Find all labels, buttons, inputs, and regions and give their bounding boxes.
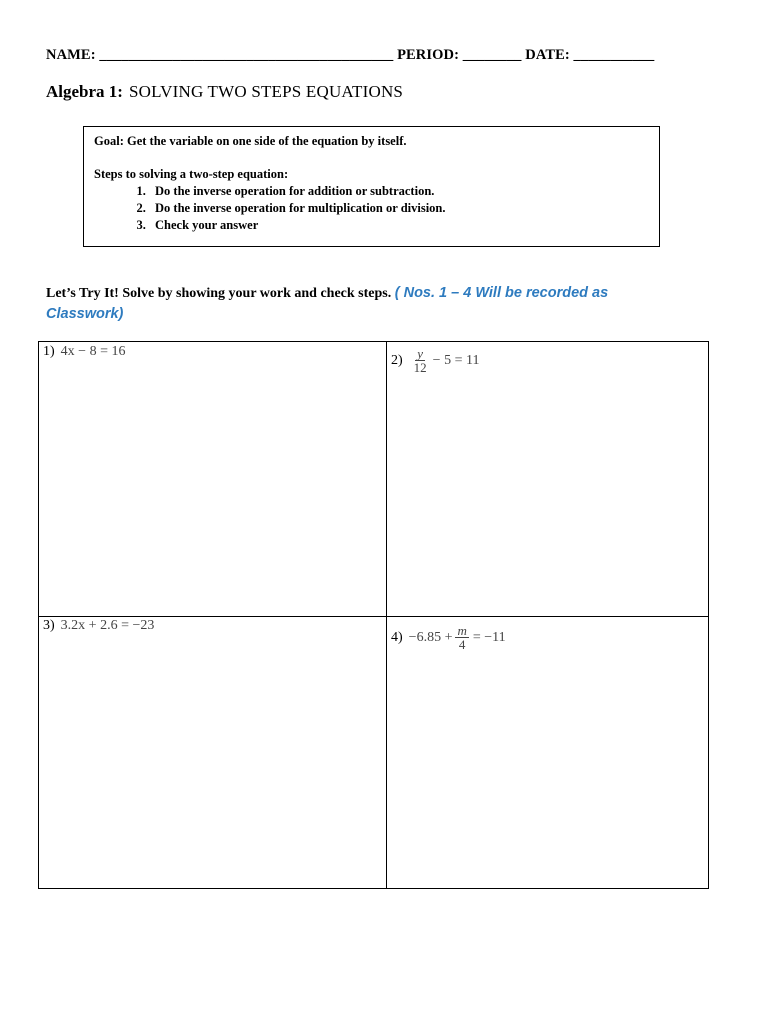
problem-2 — [391, 347, 479, 374]
steps-heading: Steps to solving a two-step equation: — [94, 167, 289, 181]
equation-rest: − 5 = 11 — [432, 352, 480, 368]
page-title — [46, 82, 403, 102]
course-name: Algebra 1: — [46, 82, 123, 101]
grid-divider-vertical — [386, 342, 387, 888]
steps-list — [94, 183, 649, 234]
fraction — [412, 347, 429, 374]
problem-number: 3) — [43, 618, 55, 633]
step-item: 1. Do the inverse operation for addition or subtraction. — [149, 183, 649, 200]
goal-text: Goal: Get the variable on one side of the equation by itself. — [94, 134, 407, 148]
problem-equation — [409, 347, 480, 374]
instructions — [46, 283, 686, 325]
fraction — [455, 624, 468, 651]
goal-box — [83, 126, 660, 247]
equation-rest: = −11 — [472, 629, 506, 645]
grid-divider-horizontal — [39, 616, 708, 617]
problem-grid — [38, 341, 709, 889]
problem-4 — [391, 624, 506, 651]
fraction-numerator: y — [417, 346, 424, 361]
instruction-text: Let’s Try It! Solve by showing your work and check steps. — [46, 286, 392, 301]
topic-name: SOLVING TWO STEPS EQUATIONS — [128, 82, 404, 101]
problem-number: 4) — [391, 629, 403, 645]
fraction-denominator: 12 — [413, 360, 427, 375]
fraction-numerator: m — [457, 623, 467, 638]
student-info-line: NAME: ________________________________________ PERIOD: ________ DATE: ___________ — [46, 47, 655, 63]
step-item: 3. Check your answer — [149, 217, 649, 234]
problem-number: 2) — [391, 352, 403, 368]
problem-1 — [43, 344, 125, 360]
problem-equation: 4x − 8 = 16 — [60, 344, 126, 359]
problem-3 — [43, 618, 154, 634]
classwork-note: ( Nos. 1 – 4 Will be recorded as Classwork) — [46, 285, 609, 322]
fraction-denominator: 4 — [458, 637, 466, 652]
equation-prefix: −6.85 + — [408, 629, 453, 645]
step-item: 2. Do the inverse operation for multiplication or division. — [149, 200, 649, 217]
problem-equation: 3.2x + 2.6 = −23 — [60, 618, 155, 633]
problem-number: 1) — [43, 344, 55, 359]
problem-equation — [409, 624, 506, 651]
